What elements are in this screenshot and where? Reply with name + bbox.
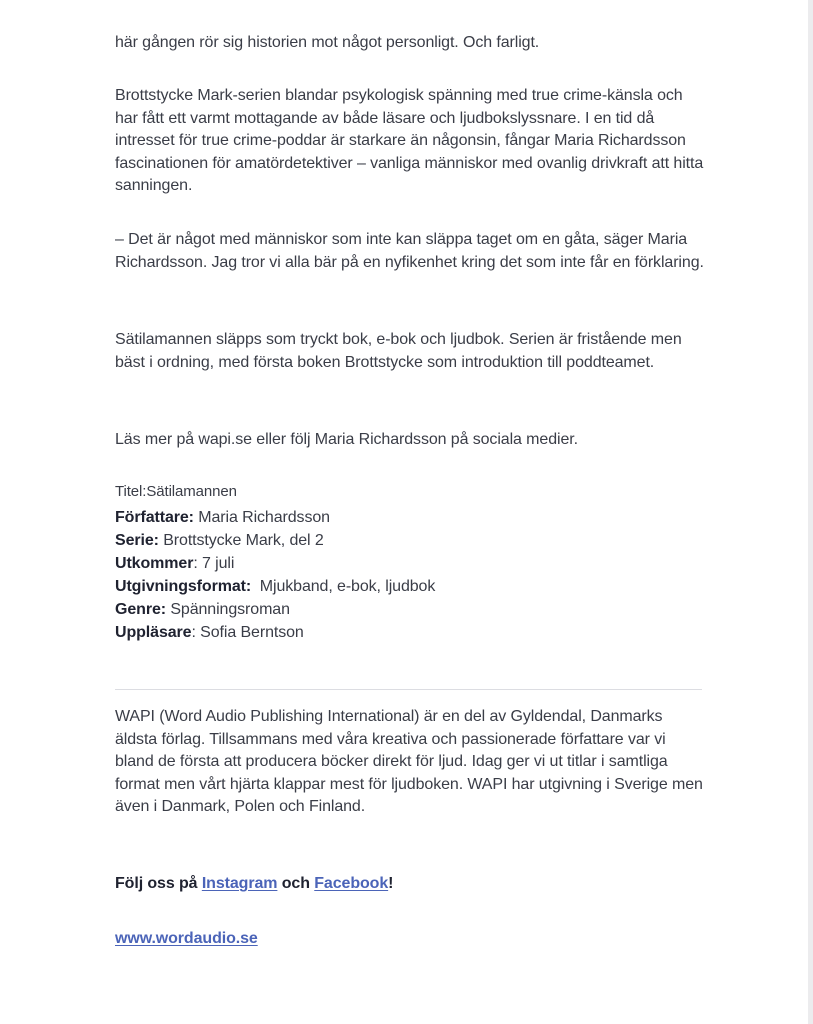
meta-narrator xyxy=(115,621,435,644)
section-divider xyxy=(115,689,702,690)
website-line xyxy=(115,928,258,951)
follow-prefix: Följ oss på xyxy=(115,875,202,892)
meta-genre-value: Spänningsroman xyxy=(165,601,290,618)
meta-release-value: : 7 juli xyxy=(193,555,235,572)
meta-author xyxy=(115,506,435,529)
website-link[interactable]: www.wordaudio.se xyxy=(115,930,258,947)
article-paragraph-1: här gången rör sig historien mot något personligt. Och farligt. xyxy=(115,34,540,51)
meta-genre-label: Genre: xyxy=(115,601,166,618)
follow-suffix: ! xyxy=(388,875,394,892)
article-paragraph-5: Läs mer på wapi.se eller följ Maria Richardsson på sociala medier. xyxy=(115,431,578,448)
meta-narrator-value: : Sofia Berntson xyxy=(191,624,304,641)
instagram-link[interactable]: Instagram xyxy=(201,875,278,892)
meta-author-value: Maria Richardsson xyxy=(193,509,330,526)
meta-genre xyxy=(115,598,435,621)
about-wapi-paragraph: WAPI (Word Audio Publishing International) är en del av Gyldendal, Danmarks äldsta förlag. Tillsammans med våra kreativa och passionerade författare var vi bland de första att producera böcker direkt för ljud. Idag ger vi ut titlar i samtliga format men vårt hjärta klappar mest för ljudboken. WAPI har utgivning i Sverige men även i Danmark, Polen och Finland. xyxy=(115,708,703,815)
book-title-line: Titel:Sätilamannen xyxy=(115,483,237,500)
article-paragraph-4: Sätilamannen släpps som tryckt bok, e-bok och ljudbok. Serien är fristående men bäst i ordning, med första boken Brottstycke som introduktion till poddteamet. xyxy=(115,331,682,371)
book-metadata xyxy=(115,506,435,644)
meta-format xyxy=(115,575,435,598)
meta-series xyxy=(115,529,435,552)
meta-format-label: Utgivningsformat: xyxy=(115,578,252,595)
follow-middle: och xyxy=(277,875,315,892)
facebook-link[interactable]: Facebook xyxy=(314,875,389,892)
meta-release-label: Utkommer xyxy=(115,555,194,572)
meta-narrator-label: Uppläsare xyxy=(115,624,192,641)
article-paragraph-3: – Det är något med människor som inte kan släppa taget om en gåta, säger Maria Richardsson. Jag tror vi alla bär på en nyfikenhet kring det som inte får en förklaring. xyxy=(115,231,704,271)
follow-us-line xyxy=(115,873,393,896)
meta-format-value: Mjukband, e-bok, ljudbok xyxy=(251,578,436,595)
article-paragraph-2: Brottstycke Mark-serien blandar psykologisk spänning med true crime-känsla och har fått ett varmt mottagande av både läsare och ljudbokslyssnare. I en tid då intresset för true crime-poddar är starkare än någonsin, fångar Maria Richardsson fascinationen för amatördetektiver – vanliga människor med ovanlig drivkraft att hitta sanningen. xyxy=(115,87,704,194)
meta-series-value: Brottstycke Mark, del 2 xyxy=(158,532,324,549)
meta-series-label: Serie: xyxy=(115,532,159,549)
meta-release xyxy=(115,552,435,575)
meta-author-label: Författare: xyxy=(115,509,194,526)
